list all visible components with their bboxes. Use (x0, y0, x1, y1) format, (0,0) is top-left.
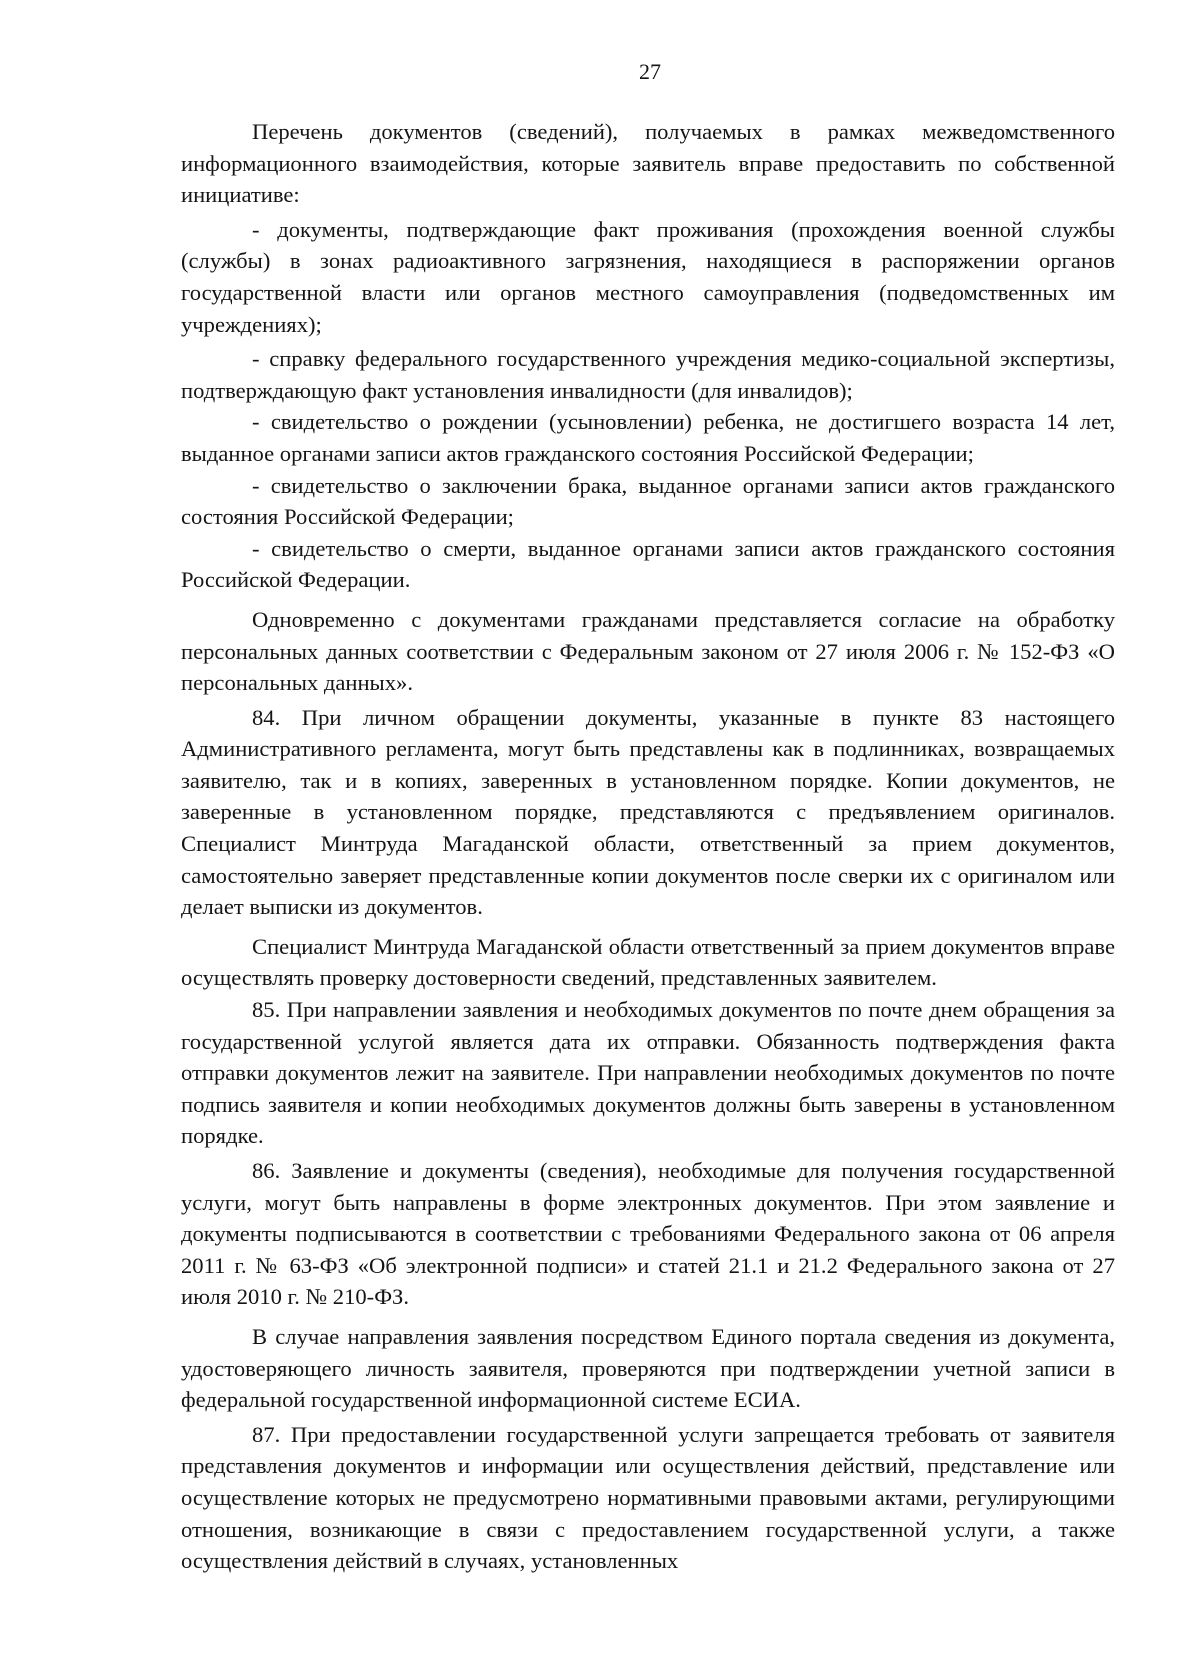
paragraph-list-item: - свидетельство о смерти, выданное органами записи актов гражданского состояния Российской Федерации. (181, 535, 1115, 593)
page-number: 27 (639, 59, 661, 84)
paragraph-87: 87. При предоставлении государственной услуги запрещается требовать от заявителя представления документов и информации или осуществления действий, представление или осуществление которых не предусмотрено нормативными правовыми актами, регулирующими отношения, возникающие в связи с предоставлением государственной услуги, а также осуществления действий в случаях, установленных (181, 1421, 1115, 1574)
paragraph-85: 85. При направлении заявления и необходимых документов по почте днем обращения за государственной услугой является дата их отправки. Обязанность подтверждения факта отправки документов лежит на заявителе. При направлении необходимых документов по почте подпись заявителя и копии необходимых документов должны быть заверены в установленном порядке. (181, 997, 1115, 1149)
paragraph-84: 84. При личном обращении документы, указанные в пункте 83 настоящего Административного регламента, могут быть представлены как в подлинниках, возвращаемых заявителю, так и в копиях, заверенных в установленном порядке. Копии документов, не заверенные в установленном порядке, представляются с предъявлением оригиналов. Специалист Минтруда Магаданской области, ответственный за прием документов, самостоятельно заверяет представленные копии документов после сверки их с оригиналом или делает выписки из документов. (181, 704, 1115, 920)
paragraph-esia: В случае направления заявления посредством Единого портала сведения из документа, удостоверяющего личность заявителя, проверяются при подтверждении учетной записи в федеральной государственной информационной системе ЕСИА. (181, 1323, 1115, 1413)
paragraph-specialist: Специалист Минтруда Магаданской области ответственный за прием документов вправе осуществлять проверку достоверности сведений, представленных заявителем. (181, 933, 1115, 991)
paragraph-intro: Перечень документов (сведений), получаемых в рамках межведомственного информационного взаимодействия, которые заявитель вправе предоставить по собственной инициативе: (181, 119, 1115, 208)
document-body (181, 116, 1115, 1577)
paragraph-list-item: - документы, подтверждающие факт проживания (прохождения военной службы (службы) в зонах радиоактивного загрязнения, находящиеся в распоряжении органов государственной власти или органов местного самоуправления (подведомственных им учреждениях); (181, 216, 1115, 337)
paragraph-list-item: - справку федерального государственного учреждения медико-социальной экспертизы, подтверждающую факт установления инвалидности (для инвалидов); (181, 346, 1115, 403)
paragraph-list-item: - свидетельство о рождении (усыновлении) ребенка, не достигшего возраста 14 лет, выданное органами записи актов гражданского состояния Российской Федерации; (181, 409, 1115, 466)
paragraph-list-item: - свидетельство о заключении брака, выданное органами записи актов гражданского состояния Российской Федерации; (181, 472, 1115, 530)
paragraph-86: 86. Заявление и документы (сведения), необходимые для получения государственной услуги, могут быть направлены в форме электронных документов. При этом заявление и документы подписываются в соответствии с требованиями Федерального закона от 06 апреля 2011 г. № 63-ФЗ «Об электронной подписи» и статей 21.1 и 21.2 Федерального закона от 27 июля 2010 г. № 210-ФЗ. (181, 1158, 1115, 1310)
paragraph-consent: Одновременно с документами гражданами представляется согласие на обработку персональных данных соответствии с Федеральным законом от 27 июля 2006 г. № 152-ФЗ «О персональных данных». (181, 606, 1115, 696)
